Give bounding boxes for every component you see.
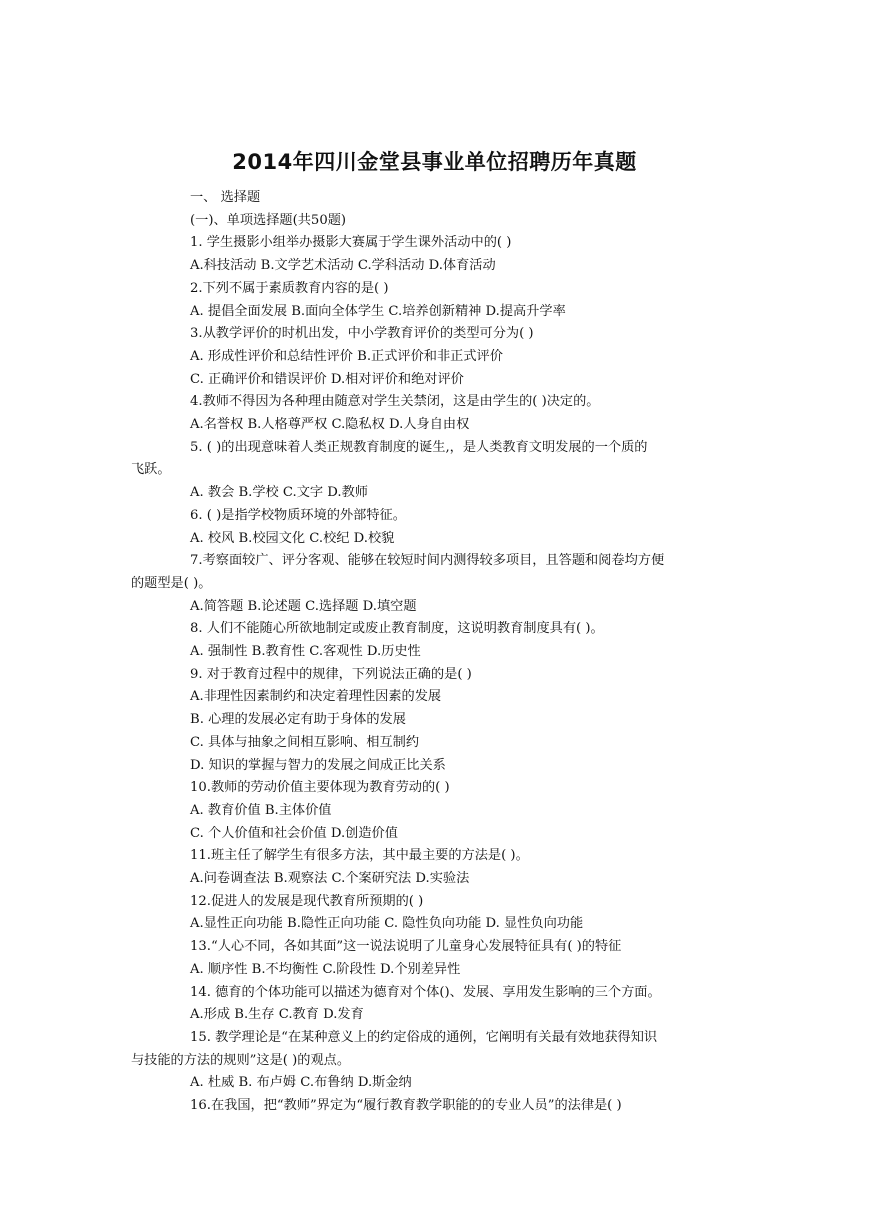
text-line: 9. 对于教育过程中的规律，下列说法正确的是( ) <box>190 666 472 682</box>
text-line: A. 提倡全面发展 B.面向全体学生 C.培养创新精神 D.提高升学率 <box>190 303 566 319</box>
text-line: A.科技活动 B.文学艺术活动 C.学科活动 D.体育活动 <box>190 258 496 274</box>
text-line: 一、 选择题 <box>190 190 261 205</box>
text-line: 12.促进人的发展是现代教育所预期的( ) <box>190 893 424 909</box>
text-line: A.非理性因素制约和决定着理性因素的发展 <box>190 689 442 705</box>
text-line: 8. 人们不能随心所欲地制定或废止教育制度，这说明教育制度具有( )。 <box>190 621 604 637</box>
text-line: 1. 学生摄影小组举办摄影大赛属于学生课外活动中的( ) <box>190 235 512 251</box>
text-line: (一)、单项选择题(共50题) <box>190 212 347 228</box>
text-line: C. 个人价值和社会价值 D.创造价值 <box>190 825 398 841</box>
text-line: A. 教育价值 B.主体价值 <box>190 802 332 818</box>
text-line: 14. 德育的个体功能可以描述为德育对个体()、发展、享用发生影响的三个方面。 <box>190 984 661 1000</box>
text-line: 2.下列不属于素质教育内容的是( ) <box>190 280 389 296</box>
text-line: 4.教师不得因为各种理由随意对学生关禁闭，这是由学生的( )决定的。 <box>190 394 600 410</box>
text-line: A. 强制性 B.教育性 C.客观性 D.历史性 <box>190 644 421 659</box>
text-line: A.显性正向功能 B.隐性正向功能 C. 隐性负向功能 D. 显性负向功能 <box>190 916 584 932</box>
text-line: 6. ( )是指学校物质环境的外部特征。 <box>190 507 406 523</box>
text-line: 11.班主任了解学生有很多方法，其中最主要的方法是( )。 <box>190 848 529 864</box>
text-line: 飞跃。 <box>131 462 171 478</box>
text-line: A. 形成性评价和总结性评价 B.正式评价和非正式评价 <box>190 348 503 364</box>
text-line: 与技能的方法的规则”这是( )的观点。 <box>131 1052 351 1068</box>
text-line: A. 杜威 B. 布卢姆 C.布鲁纳 D.斯金纳 <box>190 1075 412 1091</box>
text-line: B. 心理的发展必定有助于身体的发展 <box>190 712 406 728</box>
text-line: A.简答题 B.论述题 C.选择题 D.填空题 <box>190 598 417 614</box>
text-line: 的题型是( )。 <box>131 575 212 591</box>
text-line: A. 校风 B.校园文化 C.校纪 D.校貌 <box>190 530 395 546</box>
text-line: D. 知识的掌握与智力的发展之间成正比关系 <box>190 757 446 773</box>
document-title: 2014年四川金堂县事业单位招聘历年真题 <box>232 150 637 174</box>
text-line: A.名誉权 B.人格尊严权 C.隐私权 D.人身自由权 <box>190 417 470 432</box>
text-line: A.形成 B.生存 C.教育 D.发育 <box>190 1007 364 1023</box>
text-line: 7.考察面较广、评分客观、能够在较短时间内测得较多项目，且答题和阅卷均方便 <box>190 553 665 569</box>
text-line: 3.从教学评价的时机出发，中小学教育评价的类型可分为( ) <box>190 326 534 342</box>
text-line: C. 正确评价和错误评价 D.相对评价和绝对评价 <box>190 371 464 387</box>
text-line: A. 教会 B.学校 C.文字 D.教师 <box>190 485 368 501</box>
text-line: A.问卷调查法 B.观察法 C.个案研究法 D.实验法 <box>190 871 470 886</box>
text-line: 15. 教学理论是“在某种意义上的约定俗成的通例，它阐明有关最有效地获得知识 <box>190 1029 658 1045</box>
text-line: 16.在我国，把“教师”界定为“履行教育教学职能的的专业人员”的法律是( ) <box>190 1098 622 1113</box>
text-line: 5. ( )的出现意味着人类正规教育制度的诞生,，是人类教育文明发展的一个质的 <box>190 439 648 455</box>
text-line: A. 顺序性 B.不均衡性 C.阶段性 D.个别差异性 <box>190 961 461 977</box>
text-line: 13.“人心不同，各如其面”这一说法说明了儿童身心发展特征具有( )的特征 <box>190 939 622 955</box>
text-line: C. 具体与抽象之间相互影响、相互制约 <box>190 734 420 750</box>
text-line: 10.教师的劳动价值主要体现为教育劳动的( ) <box>190 780 450 796</box>
